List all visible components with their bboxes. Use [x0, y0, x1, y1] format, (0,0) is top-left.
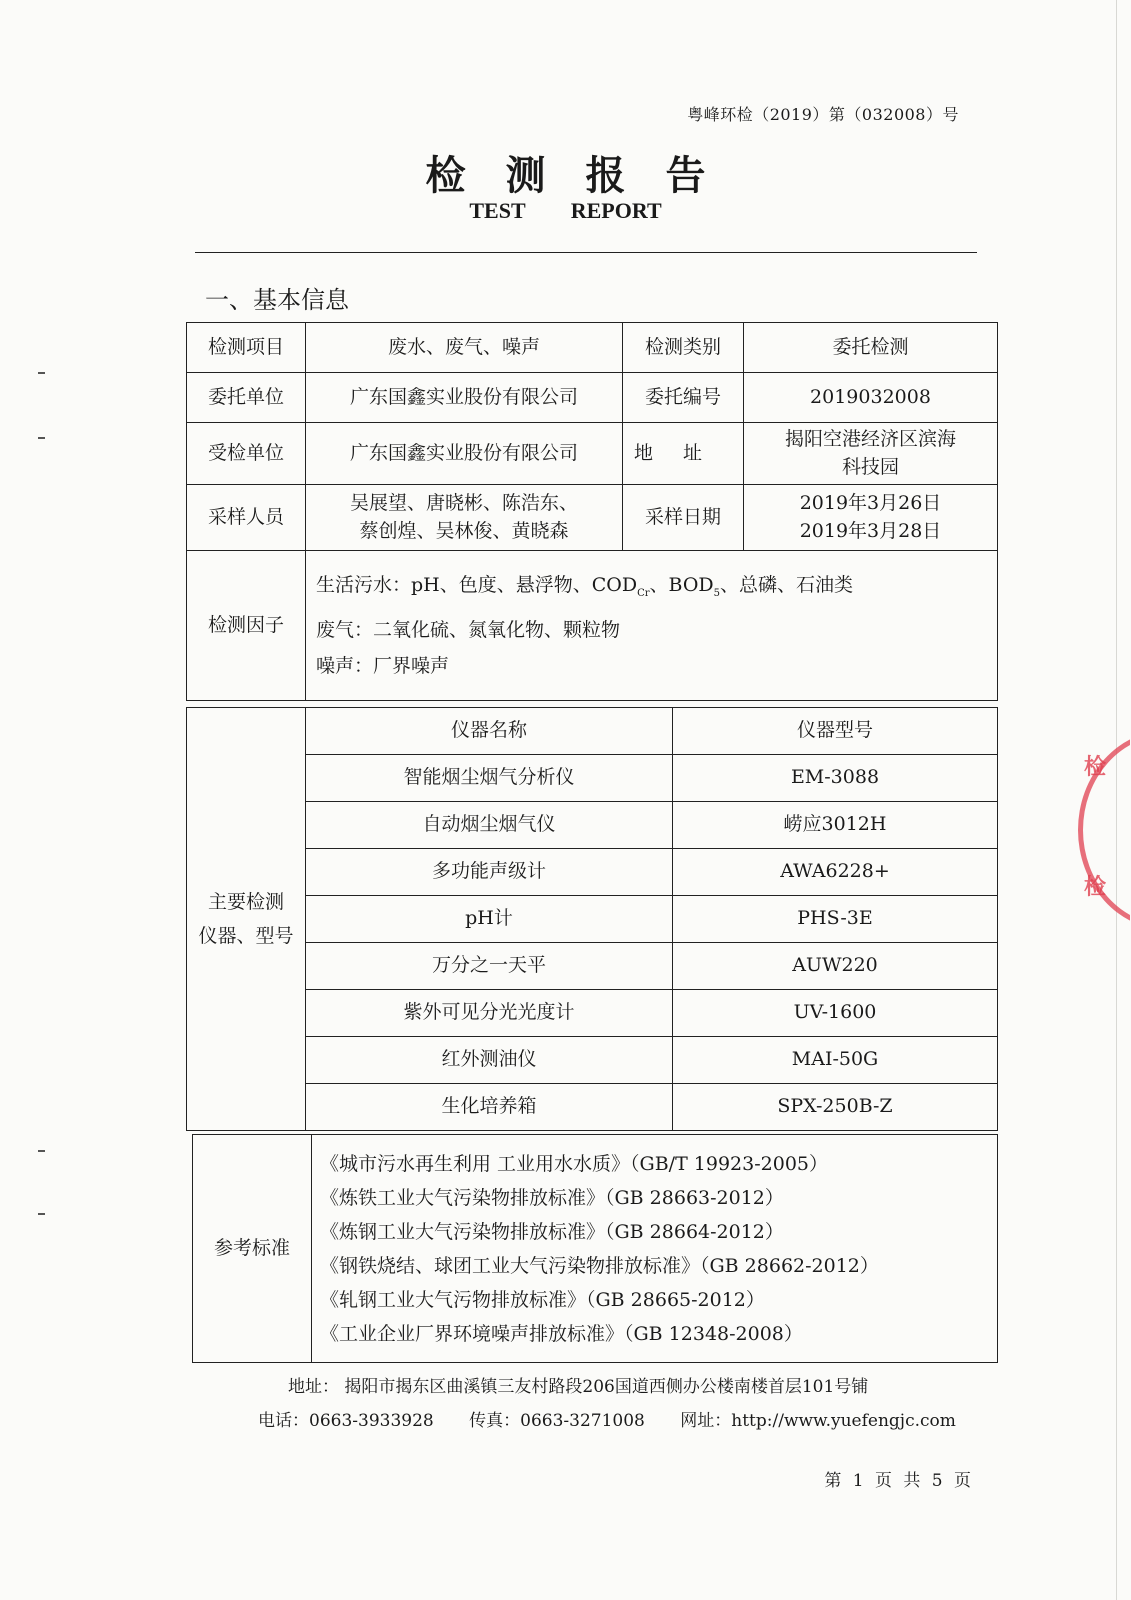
instrument-name: 多功能声级计 — [306, 849, 673, 896]
instrument-model: EM-3088 — [673, 755, 998, 802]
footer-address: 地址： 揭阳市揭东区曲溪镇三友村路段206国道西侧办公楼南楼首层101号铺 — [288, 1377, 869, 1397]
inspected-value: 广东国鑫实业股份有限公司 — [306, 423, 623, 485]
sewage-suffix: 、总磷、石油类 — [720, 574, 854, 597]
binding-mark — [38, 1150, 45, 1152]
category-label: 检测类别 — [623, 323, 744, 373]
client-value: 广东国鑫实业股份有限公司 — [306, 373, 623, 423]
factors-noise: 噪声：厂界噪声 — [316, 654, 450, 677]
factors-value — [306, 551, 998, 701]
instrument-model: AUW220 — [673, 943, 998, 990]
sampler-line-2: 蔡创煌、吴林俊、黄晓森 — [359, 519, 569, 542]
client-no-label: 委托编号 — [623, 373, 744, 423]
client-label: 委托单位 — [187, 373, 306, 423]
instrument-name: 万分之一天平 — [306, 943, 673, 990]
bod-prefix: 、BOD — [649, 574, 714, 597]
address-line-2: 科技园 — [841, 455, 899, 478]
sampler-label: 采样人员 — [187, 485, 306, 551]
instruments-label-line-2: 仪器、型号 — [198, 925, 294, 947]
page-number: 第 1 页 共 5 页 — [824, 1471, 971, 1491]
instrument-model: AWA6228+ — [673, 849, 998, 896]
bod-subscript: 5 — [713, 587, 721, 599]
date-label: 采样日期 — [623, 485, 744, 551]
instrument-model: PHS-3E — [673, 896, 998, 943]
footer-contact — [258, 1406, 984, 1431]
binding-mark — [38, 1213, 45, 1215]
col-header-model: 仪器型号 — [673, 708, 998, 755]
standard-item: 《工业企业厂界环境噪声排放标准》（GB 12348-2008） — [320, 1322, 803, 1345]
sewage-prefix: 生活污水：pH、色度、悬浮物、COD — [316, 574, 638, 597]
address-label: 地址 — [623, 423, 744, 485]
instrument-name: 紫外可见分光光度计 — [306, 990, 673, 1037]
standards-table — [192, 1134, 998, 1363]
date-line-2: 2019年3月28日 — [799, 519, 942, 542]
footer-fax: 传真：0663-3271008 — [469, 1411, 645, 1431]
standards-list — [312, 1135, 998, 1363]
instrument-model: MAI-50G — [673, 1037, 998, 1084]
address-line-1: 揭阳空港经济区滨海 — [784, 427, 956, 450]
instrument-model: SPX-250B-Z — [673, 1084, 998, 1131]
sampler-value — [306, 485, 623, 551]
item-value: 废水、废气、噪声 — [306, 323, 623, 373]
instrument-name: 智能烟尘烟气分析仪 — [306, 755, 673, 802]
date-value — [744, 485, 998, 551]
cod-subscript: Cr — [637, 587, 650, 599]
factors-label: 检测因子 — [187, 551, 306, 701]
instrument-name: 自动烟尘烟气仪 — [306, 802, 673, 849]
client-no-value: 2019032008 — [744, 373, 998, 423]
report-title-en: TEST REPORT — [469, 198, 662, 223]
company-seal — [1070, 730, 1130, 930]
address-value — [744, 423, 998, 485]
category-value: 委托检测 — [744, 323, 998, 373]
inspected-label: 受检单位 — [187, 423, 306, 485]
instrument-name: 红外测油仪 — [306, 1037, 673, 1084]
report-title-cn: 检测报告 — [425, 152, 746, 199]
basic-info-table — [186, 322, 998, 701]
instrument-model: UV-1600 — [673, 990, 998, 1037]
standard-item: 《城市污水再生利用 工业用水水质》（GB/T 19923-2005） — [320, 1152, 829, 1175]
section-title: 一、基本信息 — [205, 286, 349, 314]
standard-item: 《炼钢工业大气污染物排放标准》（GB 28664-2012） — [320, 1220, 784, 1243]
sampler-line-1: 吴展望、唐晓彬、陈浩东、 — [349, 491, 578, 514]
report-number: 粤峰环检（2019）第（032008）号 — [687, 105, 959, 124]
seal-char: 检 — [1084, 754, 1107, 780]
item-label: 检测项目 — [187, 323, 306, 373]
factors-gas: 废气：二氧化硫、氮氧化物、颗粒物 — [316, 618, 621, 641]
standard-item: 《轧钢工业大气污物排放标准》（GB 28665-2012） — [320, 1288, 765, 1311]
header-rule — [195, 252, 977, 253]
instruments-label — [187, 708, 306, 1131]
factors-sewage — [316, 567, 987, 612]
binding-mark — [38, 372, 45, 374]
standards-label: 参考标准 — [193, 1135, 312, 1363]
standard-item: 《钢铁烧结、球团工业大气污染物排放标准》（GB 28662-2012） — [320, 1254, 879, 1277]
binding-mark — [38, 437, 45, 439]
instruments-table — [186, 707, 998, 1131]
seal-char: 检 — [1084, 874, 1107, 900]
instrument-model: 崂应3012H — [673, 802, 998, 849]
instrument-name: 生化培养箱 — [306, 1084, 673, 1131]
footer-website: 网址：http://www.yuefengjc.com — [680, 1411, 956, 1431]
footer-phone: 电话：0663-3933928 — [258, 1411, 434, 1431]
col-header-name: 仪器名称 — [306, 708, 673, 755]
instrument-name: pH计 — [306, 896, 673, 943]
date-line-1: 2019年3月26日 — [799, 491, 942, 514]
instruments-label-line-1: 主要检测 — [207, 891, 284, 913]
standard-item: 《炼铁工业大气污染物排放标准》（GB 28663-2012） — [320, 1186, 784, 1209]
